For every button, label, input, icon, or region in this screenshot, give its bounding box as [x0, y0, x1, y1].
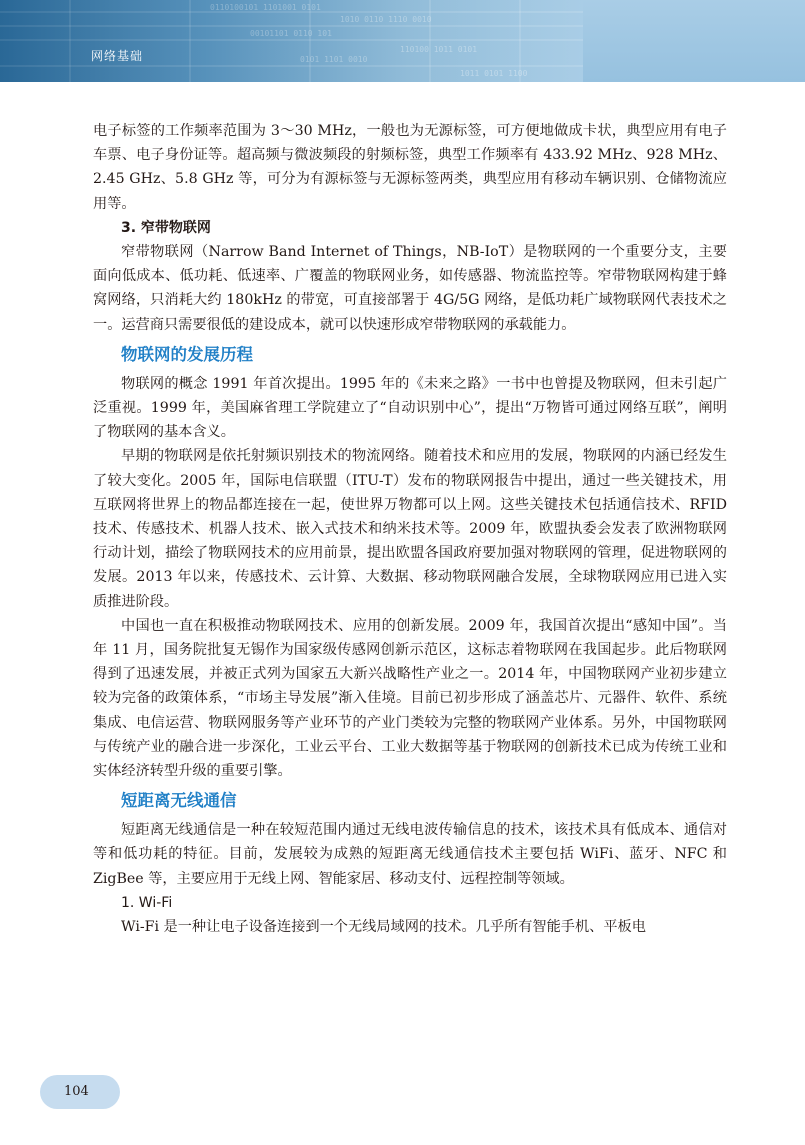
paragraph-history-3: 中国也一直在积极推动物联网技术、应用的创新发展。2009 年，我国首次提出“感知中国”。当年 11 月，国务院批复无锡作为国家级传感网创新示范区，这标志着物联网在我国起步。此后物联网得到了迅速发展，并被正式列为国家五大新兴战略性产业之一。2014 年，中国物联网产业初步建立较为完备的政策体系，“市场主导发展”渐入佳境。目前已初步形成了涵盖芯片、元器件、软件、系统集成、电信运营、物联网服务等产业环节的产业门类较为完整的物联网产业体系。另外，中国物联网与传统产业的融合进一步深化，工业云平台、工业大数据等基于物联网的创新技术已成为传统工业和实体经济转型升级的重要引擎。 [93, 617, 727, 780]
page-body [93, 119, 727, 939]
paragraph-history-1: 物联网的概念 1991 年首次提出。1995 年的《未来之路》一书中也曾提及物联网，但未引起广泛重视。1999 年，美国麻省理工学院建立了“自动识别中心”，提出“万物皆可通过网络互联”，阐明了物联网的基本含义。 [93, 375, 727, 441]
header-decorative-image [0, 0, 583, 82]
paragraph-history-2: 早期的物联网是依托射频识别技术的物流网络。随着技术和应用的发展，物联网的内涵已经发生了较大变化。2005 年，国际电信联盟（ITU-T）发布的物联网报告中提出，通过一些关键技术，用互联网将世界上的物品都连接在一起，使世界万物都可以上网。这些关键技术包括通信技术、RFID 技术、传感技术、机器人技术、嵌入式技术和纳米技术等。2009 年，欧盟执委会发表了欧洲物联网行动计划，描绘了物联网技术的应用前景，提出欧盟各国政府要加强对物联网的管理，促进物联网的发展。2013 年以来，传感技术、云计算、大数据、移动物联网融合发展，全球物联网应用已进入实质推进阶段。 [93, 448, 727, 610]
paragraph-nbiot: 窄带物联网（Narrow Band Internet of Things，NB-IoT）是物联网的一个重要分支，主要面向低成本、低功耗、低速率、广覆盖的物联网业务，如传感器、物流监控等。窄带物联网构建于蜂窝网络，只消耗大约 180kHz 的带宽，可直接部署于 4G/5G 网络，是低功耗广域物联网代表技术之一。运营商只需要很低的建设成本，就可以快速形成窄带物联网的承载能力。 [93, 244, 727, 333]
running-header-title: 网络基础 [91, 49, 144, 63]
heading-nbiot: 3. 窄带物联网 [121, 219, 211, 236]
page-number: 104 [64, 1084, 89, 1099]
page-header [0, 0, 805, 82]
header-color-band [583, 0, 805, 82]
paragraph-rfid: 电子标签的工作频率范围为 3～30 MHz，一般也为无源标签，可方便地做成卡状，典型应用有电子车票、电子身份证等。超高频与微波频段的射频标签，典型工作频率有 433.92 MHz、928 MHz、2.45 GHz、5.8 GHz 等，可分为有源标签与无源标签两类，典型应用有移动车辆识别、仓储物流应用等。 [93, 123, 727, 212]
heading-wifi: 1. Wi-Fi [121, 894, 173, 911]
section-title-history: 物联网的发展历程 [121, 344, 253, 364]
paragraph-wifi: Wi-Fi 是一种让电子设备连接到一个无线局域网的技术。几乎所有智能手机、平板电 [121, 919, 646, 936]
section-title-short-range: 短距离无线通信 [121, 791, 237, 811]
paragraph-short-range: 短距离无线通信是一种在较短范围内通过无线电波传输信息的技术，该技术具有低成本、通信对等和低功耗的特征。目前，发展较为成熟的短距离无线通信技术主要包括 WiFi、蓝牙、NFC 和 ZigBee 等，主要应用于无线上网、智能家居、移动支付、远程控制等领域。 [93, 822, 727, 887]
